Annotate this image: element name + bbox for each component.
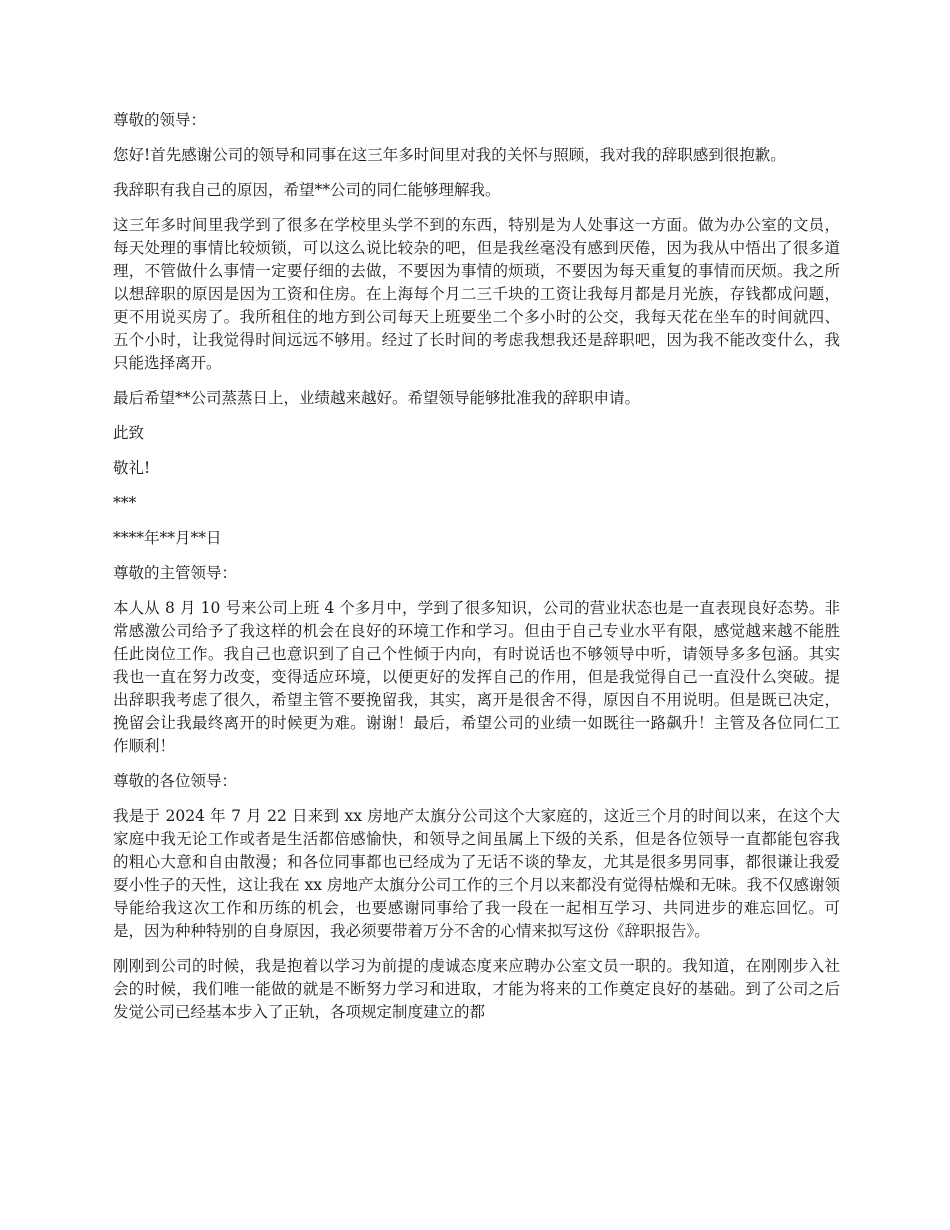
salutation-all-leaders: 尊敬的各位领导： — [113, 772, 238, 790]
paragraph-greeting: 您好!首先感谢公司的领导和同事在这三年多时间里对我的关怀与照顾，我对我的辞职感到很抱歉。 — [113, 146, 786, 164]
signature: *** — [113, 494, 137, 512]
date-line: ****年**月**日 — [113, 529, 222, 547]
salutation-supervisor: 尊敬的主管领导： — [113, 564, 238, 582]
paragraph-company-intro: 我是于 2024 年 7 月 22 日来到 xx 房地产太旗分公司这个大家庭的，这近三个月的时间以来，在这个大家庭中我无论工作或者是生活都倍感愉快，和领导之间虽属上下级的关系，但是各位领导一直都能包容我的粗心大意和自由散漫；和各位同事都也已经成为了无话不谈的挚友，尤其是很多男同事，都很谦让我爱耍小性子的天性，这让我在 xx 房地产太旗分公司工作的三个月以来都没有觉得枯燥和无味。我不仅感谢领导能给我这次工作和历练的机会，也要感谢同事给了我一段在一起相互学习、共同进步的难忘回忆。可是，因为种种特别的自身原因，我必须要带着万分不舍的心情来拟写这份《辞职报告》。 — [113, 807, 840, 940]
closing-cizhi: 此致 — [113, 424, 145, 442]
salutation-leader: 尊敬的领导： — [113, 111, 207, 129]
closing-jingli: 敬礼! — [113, 459, 151, 477]
paragraph-closing-wish: 最后希望**公司蒸蒸日上，业绩越来越好。希望领导能够批准我的辞职申请。 — [113, 389, 641, 407]
paragraph-supervisor-letter: 本人从 8 月 10 号来公司上班 4 个多月中，学到了很多知识，公司的营业状态也是一直表现良好态势。非常感激公司给予了我这样的机会在良好的环境工作和学习。但由于自己专业水平有限，感觉越来越不能胜任此岗位工作。我自己也意识到了自己个性倾于内向，有时说话也不够领导中听，请领导多多包涵。其实我也一直在努力改变，变得适应环境，以便更好的发挥自己的作用，但是我觉得自己一直没什么突破。提出辞职我考虑了很久，希望主管不要挽留我，其实，离开是很舍不得，原因自不用说明。但是既已决定，挽留会让我最终离开的时候更为难。谢谢！最后，希望公司的业绩一如既往一路飙升！主管及各位同仁工作顺利！ — [113, 599, 840, 755]
paragraph-first-arrival: 刚刚到公司的时候，我是抱着以学习为前提的虔诚态度来应聘办公室文员一职的。我知道，在刚刚步入社会的时候，我们唯一能做的就是不断努力学习和进取，才能为将来的工作奠定良好的基础。到了公司之后发觉公司已经基本步入了正轨，各项规定制度建立的都 — [113, 957, 840, 1021]
paragraph-details: 这三年多时间里我学到了很多在学校里头学不到的东西，特别是为人处事这一方面。做为办公室的文员，每天处理的事情比较烦锁，可以这么说比较杂的吧，但是我丝毫没有感到厌倦，因为我从中悟出了很多道理，不管做什么事情一定要仔细的去做，不要因为事情的烦琐，不要因为每天重复的事情而厌烦。我之所以想辞职的原因是因为工资和住房。在上海每个月二三千块的工资让我每月都是月光族，存钱都成问题，更不用说买房了。我所租住的地方到公司每天上班要坐二个多小时的公交，我每天花在坐车的时间就四、五个小时，让我觉得时间远远不够用。经过了长时间的考虑我想我还是辞职吧，因为我不能改变什么，我只能选择离开。 — [113, 216, 840, 372]
paragraph-reason: 我辞职有我自己的原因，希望**公司的同仁能够理解我。 — [113, 181, 501, 199]
document-body — [113, 109, 840, 1036]
